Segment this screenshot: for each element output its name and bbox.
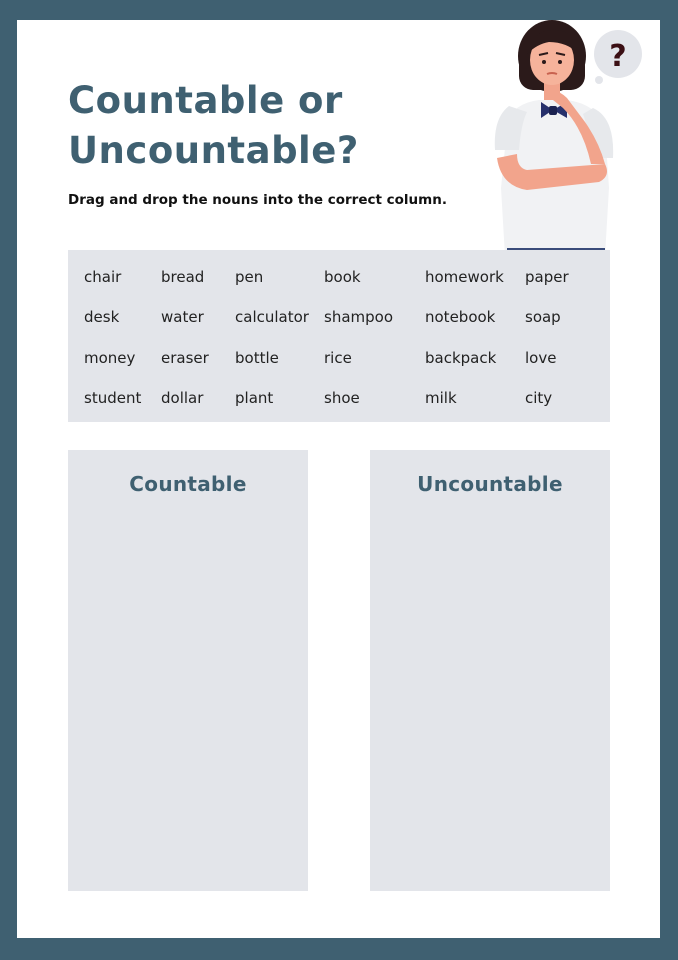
word-chip[interactable]: paper xyxy=(525,268,569,286)
word-chip[interactable]: eraser xyxy=(161,349,209,367)
word-chip[interactable]: bread xyxy=(161,268,205,286)
word-chip[interactable]: desk xyxy=(84,308,120,326)
word-chip[interactable]: soap xyxy=(525,308,561,326)
word-chip[interactable]: milk xyxy=(425,389,457,407)
word-chip[interactable]: money xyxy=(84,349,136,367)
word-chip[interactable]: dollar xyxy=(161,389,204,407)
word-chip[interactable]: chair xyxy=(84,268,122,286)
word-chip[interactable]: calculator xyxy=(235,308,309,326)
page-title xyxy=(68,76,359,176)
word-chip[interactable]: city xyxy=(525,389,553,407)
word-chip[interactable]: water xyxy=(161,308,204,326)
thinking-girl-illustration xyxy=(487,8,647,260)
question-mark-icon: ? xyxy=(609,39,627,74)
uncountable-drop-zone[interactable] xyxy=(370,450,610,891)
word-chip[interactable]: love xyxy=(525,349,557,367)
word-chip[interactable]: rice xyxy=(324,349,352,367)
word-chip[interactable]: book xyxy=(324,268,361,286)
countable-column-title: Countable xyxy=(129,472,247,496)
word-chip[interactable]: pen xyxy=(235,268,264,286)
word-chip[interactable]: notebook xyxy=(425,308,496,326)
instructions-text: Drag and drop the nouns into the correct column. xyxy=(68,192,447,208)
countable-drop-zone[interactable] xyxy=(68,450,308,891)
word-chip[interactable]: homework xyxy=(425,268,504,286)
title-line-2: Uncountable? xyxy=(68,129,359,172)
word-chip[interactable]: shoe xyxy=(324,389,360,407)
word-chip[interactable]: bottle xyxy=(235,349,279,367)
uncountable-column-title: Uncountable xyxy=(417,472,563,496)
word-chip[interactable]: plant xyxy=(235,389,274,407)
word-bank xyxy=(68,250,610,422)
worksheet xyxy=(17,20,660,938)
word-chip[interactable]: student xyxy=(84,389,142,407)
word-chip[interactable]: backpack xyxy=(425,349,497,367)
word-chip[interactable]: shampoo xyxy=(324,308,394,326)
title-line-1: Countable or xyxy=(68,79,343,122)
